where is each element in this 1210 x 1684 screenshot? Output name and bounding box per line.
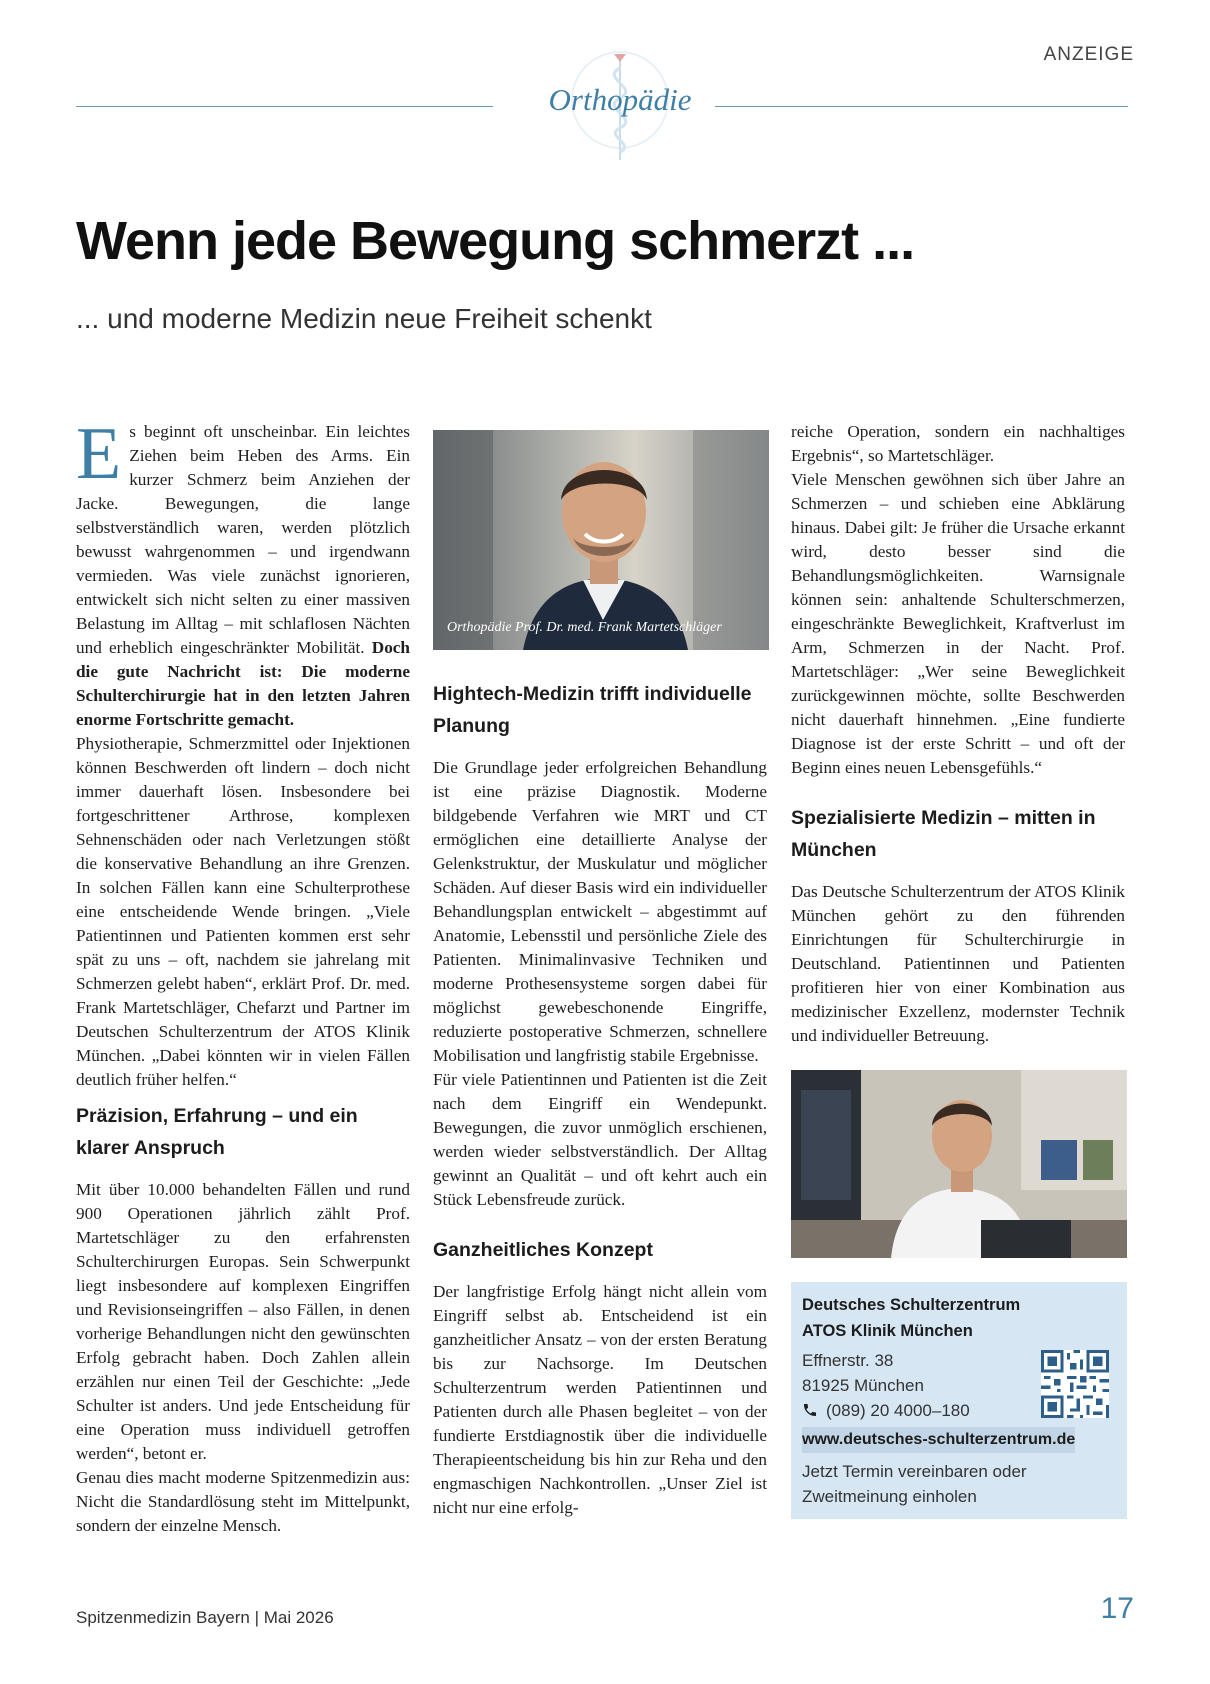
paragraph: Viele Menschen gewöhnen sich über Jahre an Schmerzen – und schieben eine Abklärung hinaus. Dabei gilt: Je früher die Ursache erkannt wird, desto besser sind die Behandlungsmöglichkeiten. Warnsignale können sein: anhaltende Schulterschmerzen, eingeschränkte Beweglichkeit, Kraftverlust im Arm, Schmerzen in der Nacht. Prof. Martetschläger: „Wer seine Beweglichkeit zurückgewinnen möchte, sollte Beschwerden nicht dauerhaft hinnehmen. „Eine fundierte Diagnose ist der erste Schritt – und oft der Beginn eines neuen Lebensgefühls.“ — [791, 470, 1125, 777]
article-subheadline: ... und moderne Medizin neue Freiheit schenkt — [76, 303, 652, 334]
article-column-2 — [433, 420, 767, 1520]
contact-city: 81925 München — [802, 1376, 924, 1395]
page-number: 17 — [1100, 1592, 1134, 1625]
drop-cap: E — [76, 413, 122, 495]
phone-icon — [802, 1402, 818, 1418]
intro-text: s beginnt oft unscheinbar. Ein leichtes Ziehen beim Heben des Arms. Ein kurzer Schmerz beim Anziehen der Jacke. Bewegungen, die lange selbstverständlich waren, werden plötzlich bewusst wahrgenommen – und irgendwann vermieden. Was viele zunächst ignorieren, entwickelt sich nicht selten zu einer massiven Belastung im Alltag – mit schlaflosen Nächten und erheblich eingeschränkter Mobilität. — [76, 422, 410, 657]
subheading-precision: Präzision, Erfahrung – und ein klarer Anspruch — [76, 1105, 358, 1159]
paragraph: Physiotherapie, Schmerzmittel oder Injektionen können Beschwerden oft lindern – doch nicht immer dauerhaft lösen. Insbesondere bei fortgeschrittener Arthrose, komplexen Sehnenschäden oder nach Verletzungen stößt die konservative Behandlung an ihre Grenzen. In solchen Fällen kann eine Schulterprothese eine entscheidende Wende bringen. „Viele Patientinnen und Patienten kommen erst sehr spät zu uns – oft, nachdem sie jahrelang mit Schmerzen gelebt haben“, erklärt Prof. Dr. med. Frank Martetschläger, Chefarzt und Partner im Deutschen Schulterzentrum der ATOS Klinik München. „Dabei könnten wir in vielen Fällen deutlich früher helfen.“ — [76, 734, 410, 1089]
intro-bold-text: Doch die gute Nachricht ist: Die moderne Schulterchirurgie hat in den letzten Jahren enorme Fortschritte gemacht. — [76, 638, 410, 729]
contact-street: Effnerstr. 38 — [802, 1351, 894, 1370]
contact-cta: Jetzt Termin vereinbaren oder Zweitmeinung einholen — [802, 1462, 1027, 1506]
article-column-1 — [76, 413, 410, 1538]
doctor-office-photo — [791, 1070, 1127, 1258]
contact-phone[interactable]: (089) 20 4000–180 — [826, 1401, 970, 1420]
paragraph: reiche Operation, sondern ein nachhaltiges Ergebnis“, so Martetschläger. — [791, 422, 1125, 465]
paragraph: Der langfristige Erfolg hängt nicht allein vom Eingriff selbst ab. Entscheidend ist ein ganzheitlicher Ansatz – von der ersten Beratung bis zur Nachsorge. Im Deutschen Schulterzentrum werden Patientinnen und Patienten durch alle Phasen begleitet – von der fundierte Erstdiagnostik über die individuelle Therapieentscheidung bis hin zur Reha und den engmaschigen Nachkontrollen. „Unser Ziel ist nicht nur eine erfolg- — [433, 1282, 767, 1517]
qr-code-icon[interactable] — [1041, 1350, 1109, 1418]
header-rule-right — [715, 106, 1128, 107]
paragraph: Für viele Patientinnen und Patienten ist die Zeit nach dem Eingriff ein Wendepunkt. Bewegungen, die zuvor unmöglich erschienen, werden wieder selbstverständlich. Der Alltag gewinnt an Qualität – und oft kehrt auch ein Stück Lebensfreude zurück. — [433, 1070, 767, 1209]
article-column-3 — [791, 420, 1125, 1519]
paragraph: Die Grundlage jeder erfolgreichen Behandlung ist eine präzise Diagnostik. Moderne bildgebende Verfahren wie MRT und CT ermöglichen eine detaillierte Analyse der Gelenkstruktur, der Muskulatur und möglicher Schäden. Auf dieser Basis wird ein individueller Behandlungsplan entwickelt – abgestimmt auf Anatomie, Lebensstil und persönliche Ziele des Patienten. Minimalinvasive Techniken und moderne Prothesensysteme sorgen dabei für möglichst gewebeschonende Eingriffe, reduzierte postoperative Schmerzen, schnellere Mobilisation und langfristig stabile Ergebnisse. — [433, 758, 767, 1065]
intro-paragraph — [76, 413, 410, 732]
paragraph: Mit über 10.000 behandelten Fällen und rund 900 Operationen jährlich zählt Prof. Martetschläger zu den erfahrensten Schulterchirurgen Europas. Sein Schwerpunkt liegt insbesondere auf komplexen Eingriffen und Revisionseingriffen – also Fällen, in denen vorherige Behandlungen nicht den gewünschten Erfolg gebracht haben. Doch Zahlen allein erzählen nur einen Teil der Geschichte: „Jede Schulter ist anders. Und jede Entscheidung für eine Operation muss individuell getroffen werden“, betont er. — [76, 1180, 410, 1463]
subheading-hightech: Hightech-Medizin trifft individuelle Planung — [433, 683, 752, 737]
paragraph: Das Deutsche Schulterzentrum der ATOS Klinik München gehört zu den führenden Einrichtungen für Schulterchirurgie in Deutschland. Patientinnen und Patienten profitieren hier von einer Kombination aus medizinischer Exzellenz, modernster Technik und individueller Betreuung. — [791, 882, 1125, 1045]
doctor-portrait-photo — [433, 430, 769, 650]
ad-label: ANZEIGE — [1043, 44, 1134, 65]
header-rule-left — [76, 106, 493, 107]
subheading-specialized: Spezialisierte Medizin – mitten in München — [791, 807, 1096, 861]
photo-caption: Orthopädie Prof. Dr. med. Frank Martetschläger — [447, 620, 722, 635]
contact-name-line2: ATOS Klinik München — [802, 1322, 973, 1340]
website-link[interactable]: www.deutsches-schulterzentrum.de — [802, 1427, 1075, 1453]
paragraph: Genau dies macht moderne Spitzenmedizin aus: Nicht die Standardlösung steht im Mittelpunkt, sondern der einzelne Mensch. — [76, 1468, 410, 1535]
contact-box — [791, 1282, 1127, 1519]
article-headline: Wenn jede Bewegung schmerzt ... — [76, 211, 915, 271]
subheading-holistic: Ganzheitliches Konzept — [433, 1239, 653, 1261]
contact-name-line1: Deutsches Schulterzentrum — [802, 1296, 1021, 1314]
section-title: Orthopädie — [548, 82, 692, 117]
footer-publication: Spitzenmedizin Bayern | Mai 2026 — [76, 1608, 334, 1627]
